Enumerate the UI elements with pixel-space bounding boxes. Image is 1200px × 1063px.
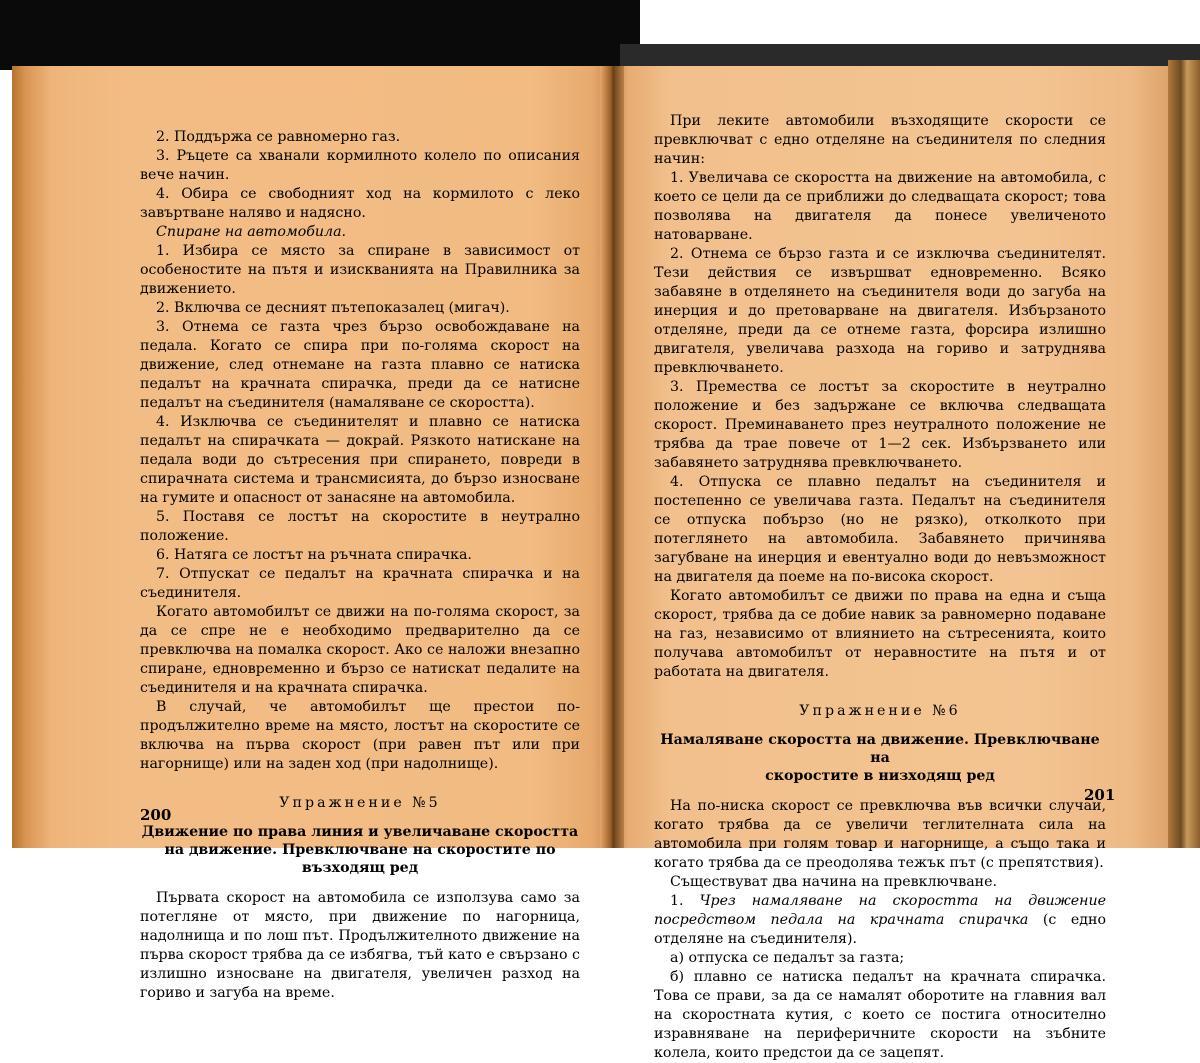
page-number-right: 201 <box>1084 786 1116 804</box>
method-title: Чрез намаляване на скоростта на движение посредством педала на крачната спирачка <box>654 893 1106 928</box>
list-item: 2. Поддържа се равномерно газ. <box>156 129 401 145</box>
right-page-text <box>654 112 1106 1063</box>
page-number-left: 200 <box>140 806 172 824</box>
paragraph: При леките автомобили възходящите скорости се превключват с едно отделяне на съединителя по следния начин: <box>654 113 1106 167</box>
paragraph: Когато автомобилът се движи на по-голяма скорост, за да се спре не е необходимо предварително да се превключва на помалка скорост. Ако се наложи внезапно спиране, едновременно и бързо се натискат педалите на съединителя и на крачната спирачка. <box>140 604 580 696</box>
list-item: 2. Отнема се бързо газта и се изключва съединителят. Тези действия се извършват едновременно. Всяко забавяне в отделянето на съединителя води до загуба на инерция и до претоварване на двигателя. Избързаното отделяне, преди да се отнеме газта, форсира излишно двигателя, увеличава разхода на гориво и затруднява превключването. <box>654 246 1106 376</box>
list-item: 4. Обира се свободният ход на кормилото с леко завъртване наляво и надясно. <box>140 186 580 221</box>
exercise-heading-line: Движение по права линия и увеличаване скоростта <box>141 824 579 840</box>
section-title-stopping: Спиране на автомобила. <box>156 224 347 240</box>
paragraph: Съществуват два начина на превключване. <box>670 874 998 890</box>
paragraph: На по-ниска скорост се превключва във всички случаи, когато трябва да се увеличи теглителната сила на автомобила при голям товар и нагорнище, а също така и когато трябва да се преодолява тежък път (с препятствия). <box>654 798 1106 871</box>
exercise-heading-line: скоростите в низходящ ред <box>765 768 995 784</box>
list-item: 7. Отпускат се педалът на крачната спирачка и на съединителя. <box>140 566 580 601</box>
paragraph: В случай, че автомобилът ще престои по-продължително време на място, лостът на скоростите се включва на първа скорост (при равен път или при нагорнище) или на заден ход (при надолнище). <box>140 699 580 772</box>
scan-dark-border <box>0 0 640 70</box>
list-item: б) плавно се натиска педалът на крачната спирачка. Това се прави, за да се намалят оборотите на главния вал на скоростната кутия, с което се постига относително изравняване на периферичните скорости на зъбните колела, които предстои да се зацепят. <box>654 969 1106 1061</box>
method-item <box>654 892 1106 949</box>
list-item: 4. Изключва се съединителят и плавно се натиска педалът на спирачката — докрай. Рязкото натискане на педала води до сътресения при спирането, повреди в спирачната система и трансмисията, до бързо износване на гумите и опасност от занасяне на автомобила. <box>140 414 580 506</box>
exercise-heading <box>140 823 580 877</box>
left-page-text <box>140 128 580 1003</box>
method-note: (с едно отделяне на съединителя). <box>654 912 1106 947</box>
list-item: 4. Отпуска се плавно педалът на съединителя и постепенно се увеличава газта. Педалът на съединителя се отпуска побързо (но не рязко), отколкото при потеглянето на автомобила. Забавянето причинява загубване на инерция и евентуално води до невъзможност на двигателя да поеме на по-висока скорост. <box>654 474 1106 585</box>
exercise-label: Упражнение №6 <box>799 703 961 719</box>
paragraph: Когато автомобилът се движи по права на една и съща скорост, трябва да се добие навик за равномерно подаване на газ, независимо от влиянието на сътресенията, които получава автомобилът от неравностите на пътя и от работата на двигателя. <box>654 588 1106 680</box>
list-item: 6. Натяга се лостът на ръчната спирачка. <box>156 547 472 563</box>
exercise-heading-line: Намаляване скоростта на движение. Превключване на <box>660 732 1100 766</box>
method-number: 1. <box>670 893 684 909</box>
book-spine <box>600 66 624 848</box>
list-item: а) отпуска се педалът за газта; <box>670 950 905 966</box>
list-item: 3. Ръцете са хванали кормилното колело по описания вече начин. <box>140 148 580 183</box>
exercise-heading-line: на движение. Превключване на скоростите по възходящ ред <box>164 842 556 876</box>
exercise-label: Упражнение №5 <box>279 795 441 811</box>
list-item: 1. Увеличава се скоростта на движение на автомобила, с което се цели да се приближи до следващата скорост; това позволява на двигателя да понесе увеличеното натоварване. <box>654 170 1106 243</box>
book-edge <box>1168 60 1200 848</box>
list-item: 3. Премества се лостът за скоростите в неутрално положение и без задържане се включва следващата скорост. Преминаването през неутралното положение не трябва да трае повече от 1—2 сек. Избързването или забавянето затруднява превключването. <box>654 379 1106 471</box>
list-item: 2. Включва се десният пътепоказалец (мигач). <box>156 300 510 316</box>
exercise-heading <box>654 731 1106 785</box>
paragraph: Първата скорост на автомобила се използува само за потегляне от място, при движение по нагорница, надолнища и по лош път. Продължителното движение на първа скорост трябва да се избягва, тъй като е свързано с излишно износване на двигателя, увеличен разход на гориво и загуба на време. <box>140 890 580 1001</box>
list-item: 1. Избира се място за спиране в зависимост от особеностите на пътя и изискванията на Правилника за движението. <box>140 243 580 297</box>
list-item: 5. Поставя се лостът на скоростите в неутрално положение. <box>140 509 580 544</box>
list-item: 3. Отнема се газта чрез бързо освобождаване на педала. Когато се спира при по-голяма скорост на движение, след отнемане на газта плавно се натиска педалът на крачната спирачка, преди да се натисне педалът на съединителя (намаляване се скоростта). <box>140 319 580 411</box>
